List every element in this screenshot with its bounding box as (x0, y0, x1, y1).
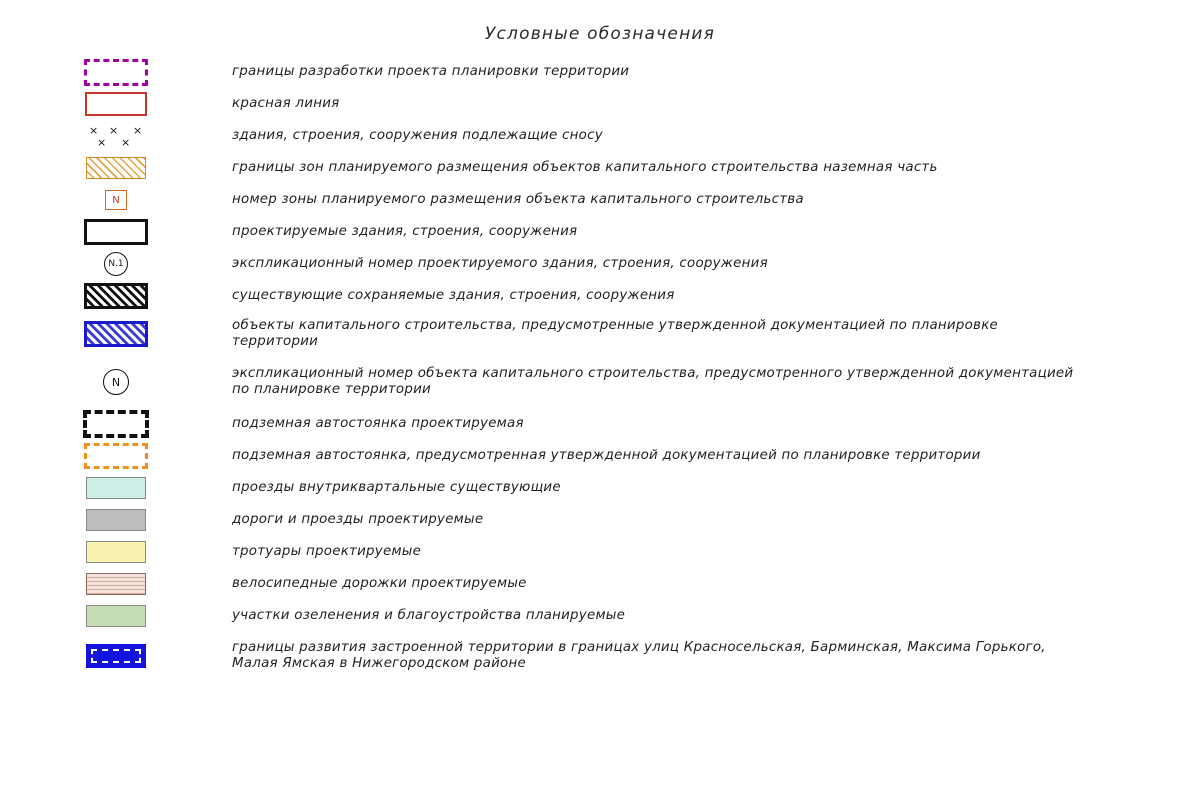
legend-list (0, 56, 1200, 680)
projected-building-outline-icon (84, 219, 148, 245)
demolition-crosses-icon: × × × × × (89, 124, 143, 149)
legend-symbol-cell (0, 59, 232, 86)
legend-item-label: подземная автостоянка, предусмотренная утвержденной документацией по планировке территории (232, 448, 981, 463)
list-item (0, 472, 1200, 504)
list-item (0, 88, 1200, 120)
list-item (0, 152, 1200, 184)
list-item (0, 216, 1200, 248)
red-line-rectangle-icon (85, 92, 147, 116)
list-item (0, 632, 1200, 680)
explication-number-circle-icon: N.1 (104, 252, 128, 276)
list-item (0, 120, 1200, 152)
list-item (0, 280, 1200, 312)
list-item (0, 504, 1200, 536)
legend-item-label: экспликационный номер объекта капитального строительства, предусмотренного утвержденной документацией по планировке территории (232, 366, 1074, 397)
legend-item-label: существующие сохраняемые здания, строения, сооружения (232, 288, 675, 303)
legend-symbol-cell (0, 605, 232, 627)
list-item (0, 536, 1200, 568)
legend-symbol-cell (0, 157, 232, 179)
legend-symbol-cell (0, 369, 232, 395)
legend-item-label: границы зон планируемого размещения объектов капитального строительства наземная часть (232, 160, 938, 175)
legend-item-label: экспликационный номер проектируемого здания, строения, сооружения (232, 256, 768, 271)
legend-item-label: красная линия (232, 96, 340, 111)
legend-symbol-cell (0, 509, 232, 531)
list-item (0, 440, 1200, 472)
legend-item-label: проезды внутриквартальные существующие (232, 480, 561, 495)
legend-symbol-cell (0, 283, 232, 309)
legend-symbol-cell (0, 410, 232, 438)
legend-symbol-cell (0, 190, 232, 210)
roads-projected-fill-icon (86, 509, 146, 531)
list-item (0, 184, 1200, 216)
list-item (0, 312, 1200, 356)
legend-symbol-cell (0, 321, 232, 347)
approved-documentation-blue-hatch-icon (84, 321, 148, 347)
capital-construction-zone-hatch-icon (86, 157, 146, 179)
legend-symbol-cell (0, 541, 232, 563)
explication-number-circle-approved-icon: N (103, 369, 129, 395)
list-item (0, 600, 1200, 632)
legend-item-label: участки озеленения и благоустройства планируемые (232, 608, 626, 623)
underground-parking-projected-dashed-black-icon (83, 410, 149, 438)
project-boundary-dashed-magenta-icon (84, 59, 148, 86)
legend-item-label: проектируемые здания, строения, сооружения (232, 224, 578, 239)
greenery-improvement-fill-icon (86, 605, 146, 627)
legend-symbol-cell (0, 443, 232, 469)
legend-symbol-cell (0, 125, 232, 147)
zone-number-box-icon: N (105, 190, 127, 210)
sidewalks-projected-fill-icon (86, 541, 146, 563)
legend-symbol-cell (0, 573, 232, 595)
legend-item-label: тротуары проектируемые (232, 544, 422, 559)
bike-paths-projected-grid-icon (86, 573, 146, 595)
legend-item-label: границы развития застроенной территории в границах улиц Красносельская, Барминская, Максима Горького, Малая Ямская в Нижегородском районе (232, 640, 1046, 671)
list-item (0, 248, 1200, 280)
list-item (0, 356, 1200, 408)
legend-symbol-cell (0, 477, 232, 499)
list-item (0, 408, 1200, 440)
page-title: Условные обозначения (484, 24, 716, 44)
legend-symbol-cell (0, 644, 232, 668)
development-territory-boundary-blue-icon (86, 644, 146, 668)
legend-item-label: подземная автостоянка проектируемая (232, 416, 524, 431)
legend-item-label: объекты капитального строительства, предусмотренные утвержденной документацией по планировке территории (232, 318, 999, 349)
legend-item-label: здания, строения, сооружения подлежащие сносу (232, 128, 603, 143)
list-item (0, 568, 1200, 600)
legend-symbol-cell (0, 219, 232, 245)
legend-item-label: велосипедные дорожки проектируемые (232, 576, 527, 591)
legend-item-label: дороги и проезды проектируемые (232, 512, 484, 527)
legend-item-label: номер зоны планируемого размещения объекта капитального строительства (232, 192, 804, 207)
underground-parking-approved-dashed-orange-icon (84, 443, 148, 469)
legend-item-label: границы разработки проекта планировки территории (232, 64, 630, 79)
list-item (0, 56, 1200, 88)
internal-driveways-existing-fill-icon (86, 477, 146, 499)
legend-symbol-cell (0, 92, 232, 116)
legend-symbol-cell (0, 252, 232, 276)
existing-preserved-hatch-icon (84, 283, 148, 309)
